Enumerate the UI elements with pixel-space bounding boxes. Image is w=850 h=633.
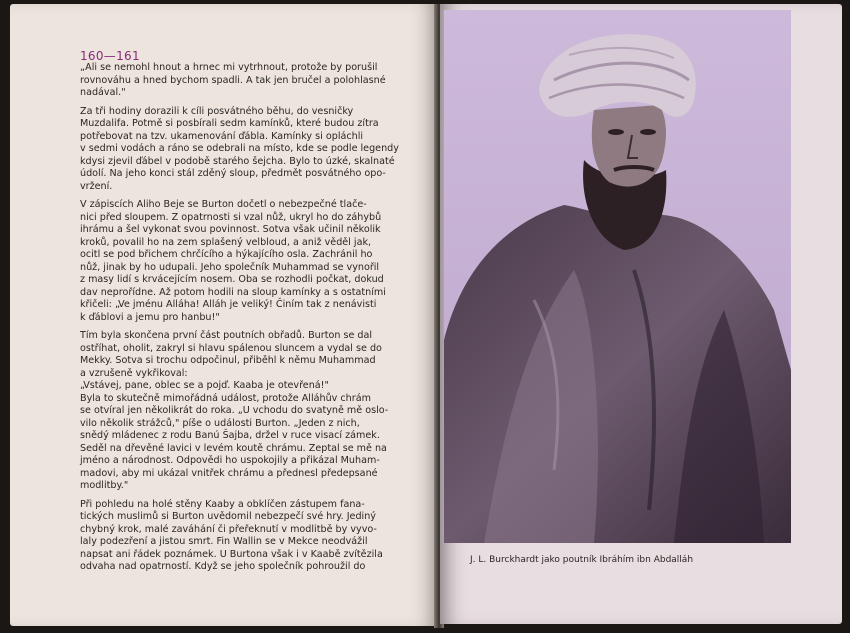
text-line: nůž, jinak by ho udupali. Jeho společník Muhammad se vynořil (80, 261, 380, 273)
text-line: kdysi zjevil ďábel v podobě starého šejcha. Bylo to úzké, skalnaté (80, 155, 395, 167)
page-number: 160—161 (80, 49, 140, 63)
text-line: se otvíral jen několikrát do roka. „U vchodu do svatyně mě oslo- (80, 405, 389, 416)
text-line: Tím byla skončena první část poutních obřadů. Burton se dal (80, 330, 373, 341)
text-line: tických muslimů si Burton uvědomil nebezpečí své hry. Jediný (80, 511, 376, 522)
text-line: Mekky. Sotva si trochu odpočinul, přiběhl k němu Muhammad (80, 355, 376, 366)
text-line: jméno a národnost. Odpovědi ho uspokojily a přikázal Muham- (80, 455, 380, 466)
text-line: nici před sloupem. Z opatrnosti si vzal nůž, ukryl ho do záhybů (80, 211, 382, 223)
text-line: napsat ani řádek poznámek. U Burtona však i v Kaabě zvítězila (80, 548, 383, 560)
portrait-illustration (444, 10, 791, 543)
text-line: vilo několik strážců," píše o události Burton. „Jeden z nich, (80, 417, 360, 429)
text-line: snědý mládenec z rodu Banú Šajba, držel v ruce visací zámek. (80, 430, 380, 441)
text-line: laly podezření a jistou smrt. Fin Wallin se v Mekce neodvážil (80, 536, 368, 547)
text-line: V zápiscích Aliho Beje se Burton dočetl o nebezpečné tlače- (80, 199, 367, 210)
text-line: „Vstávej, pane, oblec se a pojď. Kaaba je otevřená!" (80, 380, 329, 391)
text-line: potřebovat na tzv. ukamenování ďábla. Kamínky si opláchli (80, 130, 364, 142)
text-line: dav neprořídne. Až potom hodili na sloup kamínky a s ostatními (80, 286, 386, 298)
portrait-photo (444, 10, 791, 543)
text-line: Za tři hodiny dorazili k cíli posvátného běhu, do vesničky (80, 105, 354, 117)
text-line: „Ali se nemohl hnout a hrnec mi vytrhnout, protože by porušil (80, 62, 378, 73)
text-line: Muzdalifa. Potmě si posbírali sedm kamínků, které budou zítra (80, 118, 379, 129)
text-line: z masy lidí s krvácejícím nosem. Oba se rozhodli počkat, dokud (80, 274, 384, 285)
text-line: Při pohledu na holé stěny Kaaby a obklíčen zástupem fana- (80, 498, 365, 510)
text-line: Seděl na dřevěné lavici v levém koutě chrámu. Zeptal se mě na (80, 442, 387, 454)
text-line: k ďáblovi a jemu pro hanbu!" (80, 311, 220, 323)
text-line: ostříhat, oholit, zakryl si hlavu spálenou sluncem a vydal se do (80, 342, 382, 354)
text-line: nadával." (80, 87, 126, 98)
text-line: a vzrušeně vykřikoval: (80, 367, 188, 379)
text-line: chybný krok, malé zaváhání či přeřeknutí v modlitbě by vyvo- (80, 523, 377, 535)
text-line: údolí. Na jeho konci stál zděný sloup, předmět posvátného opo- (80, 168, 386, 179)
text-line: madovi, aby mi ukázal vnitřek chrámu a přednesl předepsané (80, 467, 378, 479)
text-line: vržení. (80, 180, 113, 192)
photo-caption: J. L. Burckhardt jako poutník Ibráhím ibn Abdalláh (470, 555, 694, 565)
text-line: ocitl se pod břichem chrčícího a hýkajícího osla. Zachránil ho (80, 249, 373, 260)
text-line: ihrámu a šel vykonat svou povinnost. Sotva však učinil několik (80, 224, 381, 235)
body-text (80, 62, 420, 574)
text-line: v sedmi vodách a ráno se odebrali na místo, kde se podle legendy (80, 143, 399, 154)
text-line: rovnováhu a hned bychom spadli. A tak jen bručel a polohlasné (80, 74, 386, 86)
text-line: modlitby." (80, 480, 129, 491)
text-line: Byla to skutečně mimořádná událost, protože Alláhův chrám (80, 392, 371, 404)
text-line: křičeli: „Ve jménu Alláha! Alláh je veliký! Činím tak z nenávisti (80, 299, 377, 310)
text-line: kroků, povalil ho na zem splašený velbloud, a aniž věděl jak, (80, 236, 372, 248)
text-line: odvaha nad opatrností. Když se jeho společník pohroužil do (80, 561, 366, 572)
